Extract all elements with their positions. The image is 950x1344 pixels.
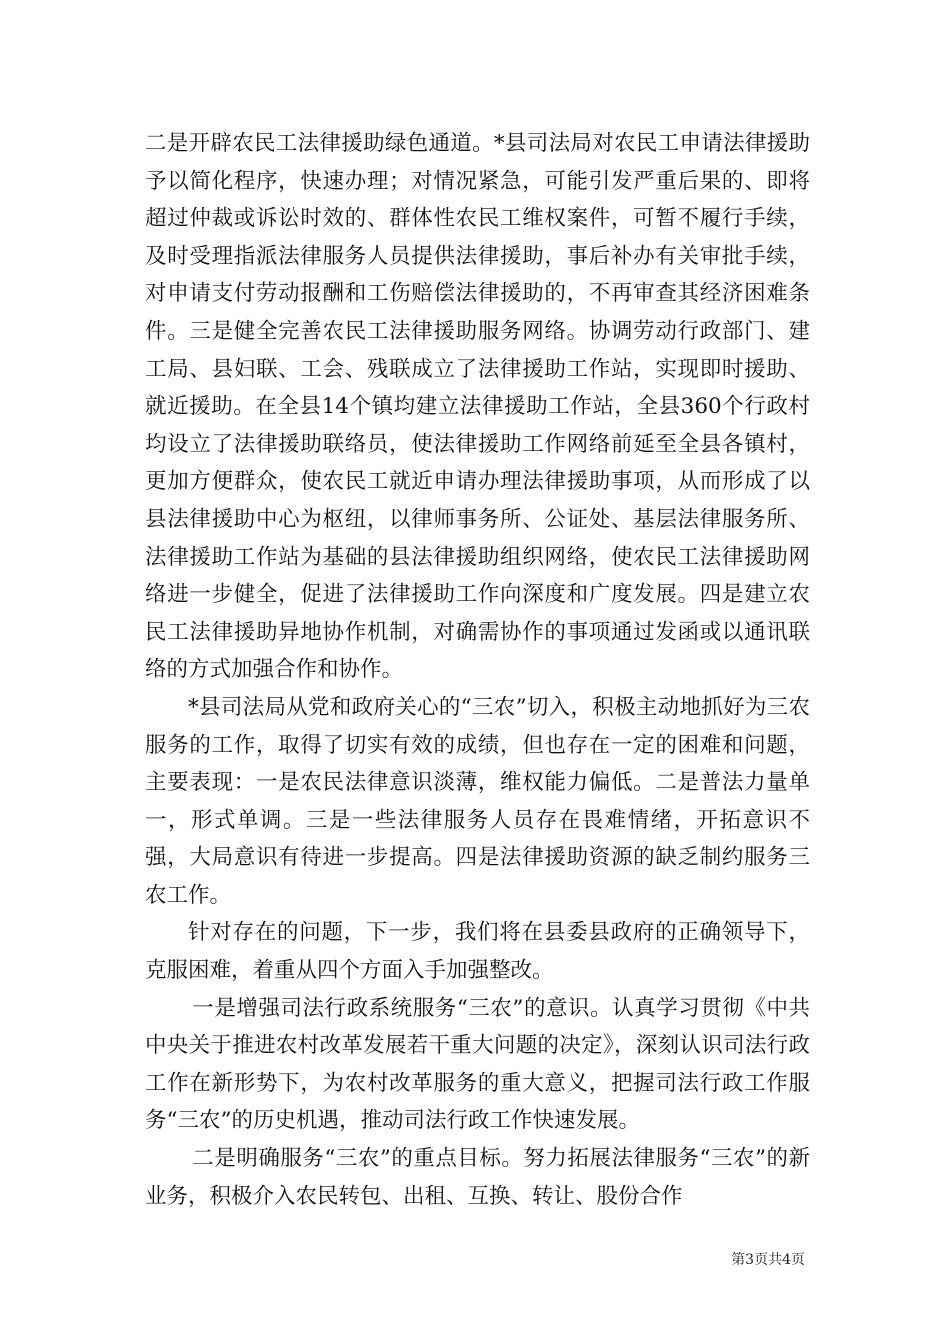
page-number-footer: 第3页共4页 bbox=[731, 1252, 805, 1268]
paragraph-1: 二是开辟农民工法律援助绿色通道。*县司法局对农民工申请法律援助予以简化程序，快速办理；对情况紧急，可能引发严重后果的、即将超过仲裁或诉讼时效的、群体性农民工维权案件，可暂不履行手续，及时受理指派法律服务人员提供法律援助，事后补办有关审批手续，对申请支付劳动报酬和工伤赔偿法律援助的，不再审查其经济困难条件。三是健全完善农民工法律援助服务网络。协调劳动行政部门、建工局、县妇联、工会、残联成立了法律援助工作站，实现即时援助、就近援助。在全县14个镇均建立法律援助工作站，全县360个行政村均设立了法律援助联络员，使法律援助工作网络前延至全县各镇村，更加方便群众，使农民工就近申请办理法律援助事项，从而形成了以县法律援助中心为枢纽，以律师事务所、公证处、基层法律服务所、法律援助工作站为基础的县法律援助组织网络，使农民工法律援助网络进一步健全，促进了法律援助工作向深度和广度发展。四是建立农民工法律援助异地协作机制，对确需协作的事项通过发函或以通讯联络的方式加强合作和协作。 bbox=[145, 131, 810, 683]
body-text bbox=[145, 125, 810, 1215]
paragraph-4: 一是增强司法行政系统服务“三农”的意识。认真学习贯彻《中共中央关于推进农村改革发展若干重大问题的决定》，深刻认识司法行政工作在新形势下，为农村改革服务的重大意义，把握司法行政工作服务“三农”的历史机遇，推动司法行政工作快速发展。 bbox=[145, 995, 810, 1134]
paragraph-3: 针对存在的问题，下一步，我们将在县委县政府的正确领导下，克服困难，着重从四个方面入手加强整改。 bbox=[145, 920, 810, 984]
paragraph-2: *县司法局从党和政府关心的“三农”切入，积极主动地抓好为三农服务的工作，取得了切实有效的成绩，但也存在一定的困难和问题，主要表现：一是农民法律意识淡薄，维权能力偏低。二是普法力量单一，形式单调。三是一些法律服务人员存在畏难情绪，开拓意识不强，大局意识有待进一步提高。四是法律援助资源的缺乏制约服务三农工作。 bbox=[145, 694, 810, 908]
paragraph-5: 二是明确服务“三农”的重点目标。努力拓展法律服务“三农”的新业务，积极介入农民转包、出租、互换、转让、股份合作 bbox=[145, 1146, 810, 1209]
